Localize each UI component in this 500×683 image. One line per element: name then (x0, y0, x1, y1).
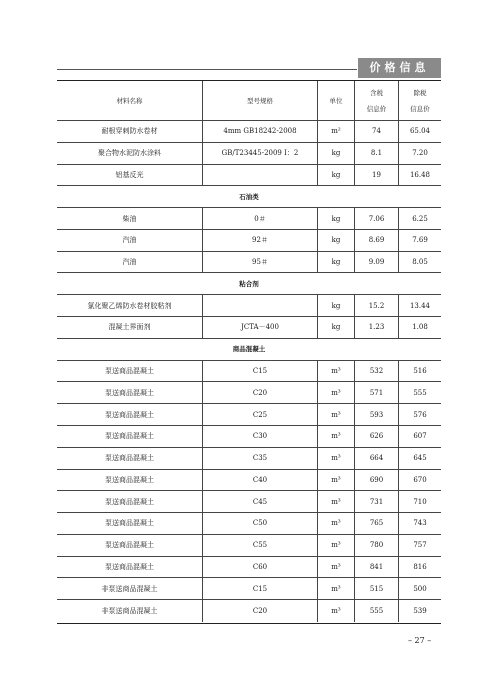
cell-tax-excl-price: 743 (398, 513, 441, 534)
col-header-tax-excl-line2: 信息价 (410, 104, 430, 113)
cell-unit: kg (317, 165, 354, 186)
cell-spec: C25 (202, 404, 317, 425)
cell-unit: m³ (317, 470, 354, 491)
cell-tax-incl-price: 555 (354, 600, 398, 622)
cell-name: 泵送商品混凝土 (105, 519, 154, 528)
cell-spec: C15 (202, 361, 317, 382)
cell-name: 泵送商品混凝土 (105, 454, 154, 463)
col-header-tax-excl (398, 81, 441, 120)
table-row (57, 165, 441, 187)
cell-spec: C40 (202, 470, 317, 491)
cell-unit: kg (317, 252, 354, 273)
cell-tax-incl-price: 19 (354, 165, 398, 186)
cell-tax-excl-price: 710 (398, 491, 441, 512)
header-rule (57, 69, 357, 70)
cell-unit: m³ (317, 426, 354, 447)
cell-tax-excl-price: 757 (398, 535, 441, 556)
cell-unit: m³ (317, 404, 354, 425)
cell-name: 泵送商品混凝土 (105, 563, 154, 572)
cell-tax-excl-price: 576 (398, 404, 441, 425)
cell-spec: C45 (202, 491, 317, 512)
table-row (57, 535, 441, 557)
cell-unit: m³ (317, 578, 354, 599)
cell-tax-incl-price: 74 (354, 121, 398, 142)
cell-name: 泵送商品混凝土 (105, 497, 154, 506)
col-header-tax-incl (354, 81, 398, 120)
cell-tax-incl-price: 15.2 (354, 295, 398, 316)
cell-name: 非泵送商品混凝土 (101, 584, 158, 593)
cell-tax-excl-price: 539 (398, 600, 441, 622)
col-header-tax-excl-line1: 除税 (413, 88, 427, 97)
cell-tax-incl-price: 664 (354, 448, 398, 469)
cell-tax-incl-price: 593 (354, 404, 398, 425)
cell-tax-incl-price: 690 (354, 470, 398, 491)
cell-name: 氯化聚乙烯防水卷材胶粘剂 (87, 301, 172, 310)
cell-name: 泵送商品混凝土 (105, 366, 154, 375)
cell-unit: m³ (317, 491, 354, 512)
cell-tax-excl-price: 816 (398, 557, 441, 578)
cell-tax-excl-price: 645 (398, 448, 441, 469)
cell-tax-incl-price: 8.69 (354, 230, 398, 251)
cell-name: 汽油 (122, 236, 137, 245)
cell-tax-excl-price: 555 (398, 382, 441, 403)
table-row (57, 578, 441, 600)
cell-spec: 95＃ (202, 252, 317, 273)
table-row (57, 143, 441, 165)
cell-name: 泵送商品混凝土 (105, 475, 154, 484)
cell-spec: GB/T23445-2009 Ⅰ：2 (202, 143, 317, 164)
cell-spec: C20 (202, 382, 317, 403)
cell-tax-excl-price: 65.04 (398, 121, 441, 142)
cell-spec: C15 (202, 578, 317, 599)
table-row (57, 470, 441, 492)
cell-spec: 92＃ (202, 230, 317, 251)
col-header-tax-incl-line2: 信息价 (366, 104, 387, 113)
cell-tax-incl-price: 780 (354, 535, 398, 556)
cell-name: 非泵送商品混凝土 (101, 607, 158, 616)
cell-tax-incl-price: 571 (354, 382, 398, 403)
cell-name: 混凝土界面剂 (108, 323, 151, 332)
cell-tax-incl-price: 841 (354, 557, 398, 578)
cell-unit: kg (317, 317, 354, 338)
cell-tax-excl-price: 1.08 (398, 317, 441, 338)
cell-tax-incl-price: 765 (354, 513, 398, 534)
cell-tax-excl-price: 670 (398, 470, 441, 491)
cell-tax-incl-price: 731 (354, 491, 398, 512)
cell-name: 汽油 (122, 258, 137, 267)
cell-tax-incl-price: 9.09 (354, 252, 398, 273)
cell-unit: kg (317, 295, 354, 316)
col-header-unit: 单位 (317, 81, 354, 120)
page-number: – 27 – (408, 636, 432, 645)
table-row (57, 426, 441, 448)
table-row (57, 295, 441, 317)
cell-tax-incl-price: 515 (354, 578, 398, 599)
cell-tax-incl-price: 8.1 (354, 143, 398, 164)
cell-unit: kg (317, 208, 354, 229)
col-header-tax-incl-line1: 含税 (370, 88, 383, 97)
table-row (57, 252, 441, 274)
cell-spec: JCTA－400 (202, 317, 317, 338)
section-label: 商品混凝土 (232, 345, 266, 354)
price-table (57, 80, 441, 624)
table-row (57, 600, 441, 622)
cell-tax-excl-price: 516 (398, 361, 441, 382)
cell-spec: C50 (202, 513, 317, 534)
cell-tax-incl-price: 626 (354, 426, 398, 447)
cell-tax-excl-price: 16.48 (398, 165, 441, 186)
cell-tax-excl-price: 13.44 (398, 295, 441, 316)
cell-spec: C30 (202, 426, 317, 447)
section-label: 石油类 (239, 192, 259, 201)
table-row (57, 230, 441, 252)
table-row (57, 404, 441, 426)
section-label: 粘合剂 (239, 279, 259, 288)
cell-name: 铝基反光 (115, 170, 144, 179)
cell-tax-incl-price: 7.06 (354, 208, 398, 229)
cell-name: 泵送商品混凝土 (105, 432, 154, 441)
table-header-row (57, 81, 441, 121)
cell-tax-excl-price: 6.25 (398, 208, 441, 229)
cell-spec: 4mm GB18242-2008 (202, 121, 317, 142)
cell-unit: m³ (317, 513, 354, 534)
cell-name: 泵送商品混凝土 (105, 541, 154, 550)
table-row (57, 491, 441, 513)
cell-name: 聚合物水泥防水涂料 (98, 149, 161, 158)
cell-tax-excl-price: 7.20 (398, 143, 441, 164)
table-row (57, 557, 441, 579)
cell-tax-excl-price: 500 (398, 578, 441, 599)
cell-tax-excl-price: 7.69 (398, 230, 441, 251)
cell-name: 耐根穿刺防水卷材 (101, 127, 158, 136)
cell-name: 柴油 (122, 214, 137, 223)
cell-spec (202, 165, 317, 186)
col-header-spec: 型号规格 (202, 81, 317, 120)
section-row (57, 186, 441, 208)
cell-spec: C60 (202, 557, 317, 578)
cell-unit: m² (317, 121, 354, 142)
cell-spec: C55 (202, 535, 317, 556)
table-row (57, 382, 441, 404)
cell-spec: 0＃ (202, 208, 317, 229)
cell-tax-excl-price: 8.05 (398, 252, 441, 273)
table-row (57, 208, 441, 230)
cell-name: 泵送商品混凝土 (105, 410, 154, 419)
cell-unit: m³ (317, 535, 354, 556)
table-row (57, 448, 441, 470)
table-row (57, 513, 441, 535)
cell-unit: m³ (317, 557, 354, 578)
cell-unit: m³ (317, 448, 354, 469)
cell-name: 泵送商品混凝土 (105, 388, 154, 397)
cell-spec (202, 295, 317, 316)
cell-unit: m³ (317, 382, 354, 403)
table-row (57, 121, 441, 143)
cell-spec: C35 (202, 448, 317, 469)
section-row (57, 339, 441, 361)
cell-tax-incl-price: 532 (354, 361, 398, 382)
cell-unit: m³ (317, 361, 354, 382)
cell-tax-incl-price: 1.23 (354, 317, 398, 338)
cell-tax-excl-price: 607 (398, 426, 441, 447)
table-row (57, 317, 441, 339)
cell-spec: C20 (202, 600, 317, 622)
cell-unit: kg (317, 143, 354, 164)
table-row (57, 361, 441, 383)
cell-unit: kg (317, 230, 354, 251)
cell-unit: m³ (317, 600, 354, 622)
col-header-name: 材料名称 (116, 96, 143, 105)
section-tag: 价格信息 (358, 58, 441, 78)
section-row (57, 273, 441, 295)
